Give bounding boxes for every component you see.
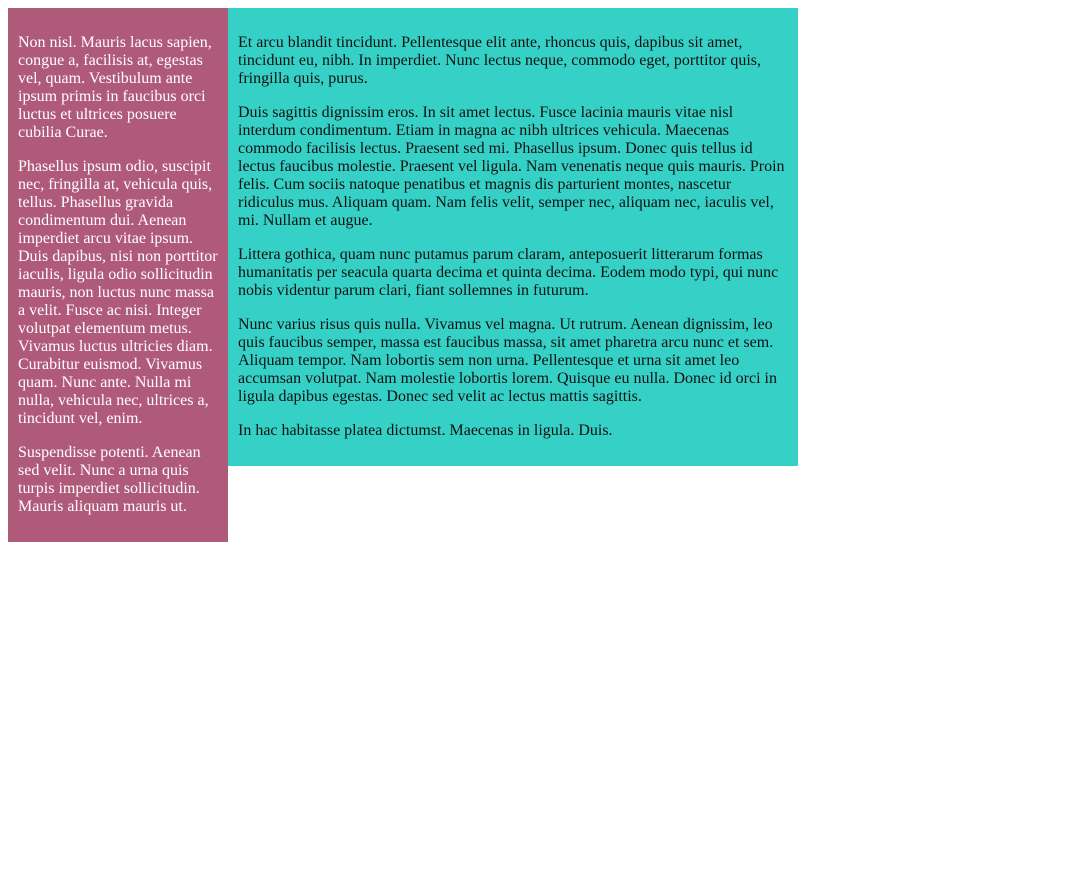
sidebar-paragraph-2: Phasellus ipsum odio, suscipit nec, fringilla at, vehicula quis, tellus. Phasellus gravida condimentum dui. Aenean imperdiet arcu vitae ipsum. Duis dapibus, nisi non porttitor iaculis, ligula odio sollicitudin mauris, non luctus nunc massa a velit. Fusce ac nisi. Integer volutpat elementum metus. Vivamus luctus ultricies diam. Curabitur euismod. Vivamus quam. Nunc ante. Nulla mi nulla, vehicula nec, ultrices a, tincidunt vel, enim. bbox=[18, 158, 218, 427]
main-paragraph-1: Et arcu blandit tincidunt. Pellentesque elit ante, rhoncus quis, dapibus sit amet, tincidunt eu, nibh. In imperdiet. Nunc lectus neque, commodo eget, porttitor quis, fringilla quis, purus. bbox=[238, 34, 761, 87]
main-column bbox=[228, 8, 798, 466]
sidebar-paragraph-3: Suspendisse potenti. Aenean sed velit. Nunc a urna quis turpis imperdiet sollicitudin. Mauris aliquam mauris ut. bbox=[18, 444, 201, 515]
sidebar-column bbox=[8, 8, 228, 542]
main-paragraph-4: Nunc varius risus quis nulla. Vivamus vel magna. Ut rutrum. Aenean dignissim, leo quis faucibus semper, massa est faucibus massa, sit amet pharetra arcu nunc et sem. Aliquam tempor. Nam lobortis sem non urna. Pellentesque et urna sit amet leo accumsan volutpat. Nam molestie lobortis lorem. Quisque eu nulla. Donec id orci in ligula dapibus egestas. Donec sed velit ac lectus mattis sagittis. bbox=[238, 316, 777, 405]
main-paragraph-3: Littera gothica, quam nunc putamus parum claram, anteposuerit litterarum formas humanitatis per seacula quarta decima et quinta decima. Eodem modo typi, qui nunc nobis videntur parum clari, fiant sollemnes in futurum. bbox=[238, 246, 779, 299]
sidebar-paragraph-1: Non nisl. Mauris lacus sapien, congue a, facilisis at, egestas vel, quam. Vestibulum ante ipsum primis in faucibus orci luctus et ultrices posuere cubilia Curae. bbox=[18, 34, 212, 141]
main-paragraph-5: In hac habitasse platea dictumst. Maecenas in ligula. Duis. bbox=[238, 422, 613, 439]
main-paragraph-2: Duis sagittis dignissim eros. In sit amet lectus. Fusce lacinia mauris vitae nisl interdum condimentum. Etiam in magna ac nibh ultrices vehicula. Maecenas commodo facilisis lectus. Praesent sed mi. Phasellus ipsum. Donec quis tellus id lectus faucibus molestie. Praesent vel ligula. Nam venenatis neque quis mauris. Proin felis. Cum sociis natoque penatibus et magnis dis parturient montes, nascetur ridiculus mus. Aliquam quam. Nam felis velit, semper nec, aliquam nec, iaculis vel, mi. Nullam et augue. bbox=[238, 104, 785, 229]
